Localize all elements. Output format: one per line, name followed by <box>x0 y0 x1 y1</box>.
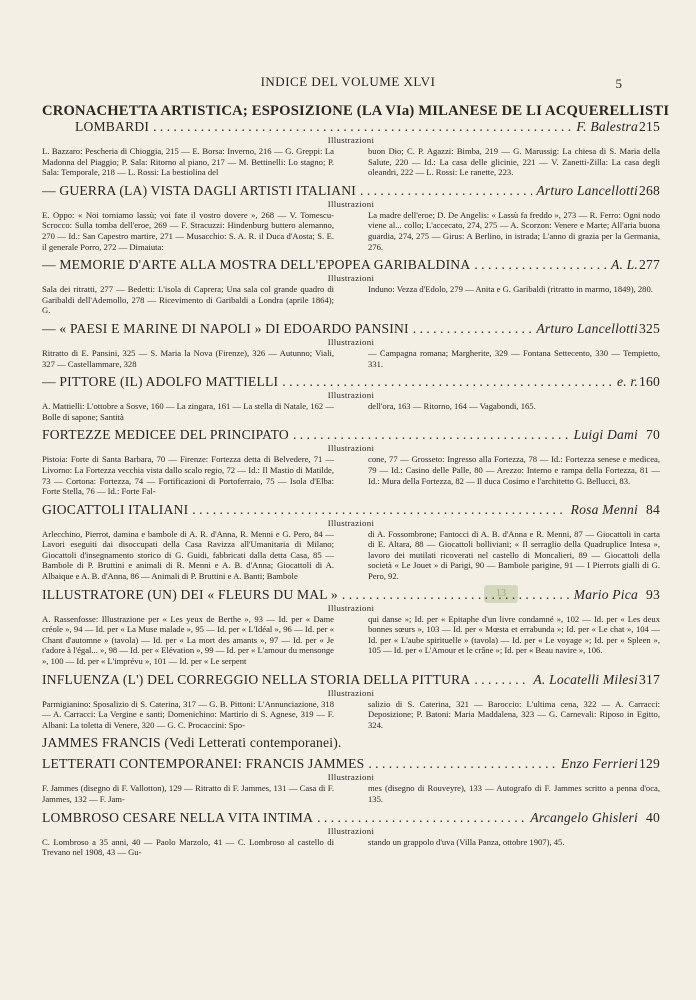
illustrations-column: — Campagna romana; Margherite, 329 — Fontana Settecento, 330 — Tempietto, 331. <box>368 347 660 369</box>
entry-title: LOMBARDI <box>75 119 150 134</box>
illustrations-column: salizio di S. Caterina, 321 — Baroccio: L'ultima cena, 322 — A. Carracci: Deposizione; P. Batoni: Maria Maddalena, 323 — G. Carnevali: Riposo in Egitto, 324. <box>368 698 660 730</box>
entry-author: e. r. <box>616 374 638 390</box>
entry-heading <box>42 374 660 390</box>
illustrations-column: stando un grappolo d'uva (Villa Panza, ottobre 1907), 45. <box>368 836 565 847</box>
illustrations-column: A. Mattielli: L'ottobre a Sosve, 160 — La zingara, 161 — La stella di Natale, 162 — Bolle di sapone; Santità <box>42 401 334 422</box>
entry-page-number: 277 <box>639 257 660 273</box>
library-stamp: 13 <box>484 585 518 603</box>
illustrations-column: C. Lombroso a 35 anni, 40 — Paolo Marzolo, 41 — C. Lombroso al castello di Trevano nel 1908, 43 — Gu- <box>42 836 334 858</box>
illustrations-label: Illustrazioni <box>327 687 375 698</box>
entry-page-number: 129 <box>639 756 660 772</box>
index-entry <box>42 810 660 858</box>
index-entry <box>42 374 660 422</box>
index-entry <box>42 257 660 316</box>
entry-heading <box>42 103 670 119</box>
entry-heading <box>42 427 660 443</box>
illustrations-column: dell'ora, 163 — Ritorno, 164 — Vagabondi, 165. <box>368 401 536 412</box>
entry-page-number: 268 <box>639 182 660 198</box>
illustrations-label: Illustrazioni <box>327 825 375 836</box>
page-number: 5 <box>615 76 622 91</box>
illustrations-label: Illustrazioni <box>327 602 375 613</box>
index-entry <box>42 756 660 804</box>
entry-heading <box>42 321 660 337</box>
entry-heading <box>42 587 660 603</box>
dot-leader <box>342 587 570 603</box>
illustrations-label: Illustrazioni <box>327 336 375 347</box>
illustrations-column: A. Rassenfosse: Illustrazione per « Les yeux de Berthe », 93 — Id. per « Dame créole », 94 — Id. per « La Muse malade », 95 — Id. per « L'Idéal », 96 — Id. per « Chant d'automne » (tavola) — Id. per « La mort des amants », 97 — Id. per « Je t'adore à l'égal... », 98 — Id. per « Elévation », 99 — Id. per « L'amour du mensonge », 100 — Id. per « L'imprévu », 101 — Id. per « Le serpent <box>42 613 334 667</box>
illustrations-list <box>42 454 660 496</box>
illustrations-list <box>42 529 660 582</box>
entry-page-number: 93 <box>646 586 660 602</box>
index-entries <box>42 103 670 858</box>
index-entry <box>42 427 660 496</box>
dot-leader <box>317 810 526 826</box>
dot-leader <box>293 427 570 443</box>
dot-leader <box>474 672 529 688</box>
illustrations-label: Illustrazioni <box>327 390 375 401</box>
entry-title: JAMMES FRANCIS (Vedi Letterati contemporanei). <box>42 735 342 751</box>
index-entry <box>42 735 660 751</box>
entry-title: ILLUSTRATORE (UN) DEI « FLEURS DU MAL » <box>42 586 338 602</box>
index-entry <box>42 502 660 582</box>
illustrations-list <box>42 146 660 178</box>
entry-page-number: 325 <box>639 320 660 336</box>
entry-author: Arcangelo Ghisleri <box>530 809 638 825</box>
illustrations-column: di A. Fossombrone; Fantocci di A. B. d'Anna e R. Menni, 87 — Giocattoli in carta di E. Altara, 88 — Giocattoli bolliviani; « Il serraglio della Quadruplice Intesa », lavoro dei mutilati ricoverati nel castello di Moncalieri, 89 — Giocattoli della società « Le Jouet » di Parigi, 90 — Bambole parigine, 91 — I Pierrots gialli di G. Pero, 92. <box>368 528 660 582</box>
illustrations-list <box>42 284 660 316</box>
entry-heading <box>42 756 660 772</box>
illustrations-column: Arlecchino, Pierrot, damina e bambole di A. R. d'Anna, R. Menni e G. Pero, 84 — Lavori eseguiti dai disoccupati della Casa Ravizza all'Umanitaria di Milano; Giocattoli d'insegnamento storico di G. Guidi, fabbricati dalla detta Casa, 85 — Bambole di P. Bruttini e animali di R. Menni e A. B. d'Anna; Giocattoli di A. Albaique e A. B. d'Anna, 86 — Animali di P. Bruttini e A. Banti; Bambole <box>42 528 334 582</box>
illustrations-column: Parmigianino: Sposalizio di S. Caterina, 317 — G. B. Pittoni: L'Annunciazione, 318 — A. Carracci: La Vergine e santi; Domenichino: Martirio di S. Agnese, 319 — F. Albani: La toletta di Venere, 320 — G. C. Procaccini: Spo- <box>42 698 334 730</box>
illustrations-list <box>42 401 660 422</box>
illustrations-list <box>42 614 660 667</box>
illustrations-column: buon Dio; C. P. Agazzi: Bimba, 219 — G. Marussig: La chiesa di S. Maria della Salute, 220 — Id.: La casa delle glicinie, 221 — V. Zanetti-Zilla: La casa degli oleandri, 222 — L. Rossi: Le ranette, 223. <box>368 146 660 178</box>
illustrations-list <box>42 348 660 369</box>
entry-title: CRONACHETTA ARTISTICA; ESPOSIZIONE (LA VIa) MILANESE DE LI ACQUERELLISTI <box>42 103 670 119</box>
dot-leader <box>153 119 572 135</box>
dot-leader <box>474 257 607 273</box>
illustrations-label: Illustrazioni <box>327 273 375 284</box>
entry-heading <box>42 735 660 751</box>
illustrations-column: qui danse »; Id. per « Epitaphe d'un livre condamné », 102 — Id. per « Les deux bonnes sœurs », 103 — Id. per « Mœsta et errabunda »; Id. per « Le chat », 104 — Id. per « L'aube spirituelle » (tavola) — Id. per « Le voyage »; Id. per « Spleen », 105 — Id. per « L'Amour et le crâne »; Id. per « Beau navire », 106. <box>368 613 660 656</box>
entry-title: LETTERATI CONTEMPORANEI: FRANCIS JAMMES <box>42 756 365 772</box>
running-head: INDICE DEL VOLUME XLVI <box>260 74 436 89</box>
illustrations-label: Illustrazioni <box>327 135 375 145</box>
entry-author: F. Balestra <box>576 119 638 134</box>
entry-page-number: 84 <box>646 501 660 517</box>
entry-page-number: 215 <box>639 119 660 134</box>
illustrations-column: L. Bazzaro: Pescheria di Chioggia, 215 — E. Borsa: Inverno, 216 — G. Greppi: La Madonna del Piaggio; P. Sala: Ritorno al piano, 217 — M. Bettinelli: Lo stagno; P. Sala: Temporale, 218 — L. Rossi: La bestiolina del <box>42 146 334 178</box>
entry-title: — « PAESI E MARINE DI NAPOLI » DI EDOARDO PANSINI <box>42 320 409 336</box>
illustrations-list <box>42 210 660 252</box>
entry-heading <box>42 257 660 273</box>
entry-page-number: 160 <box>639 374 660 390</box>
entry-author: Rosa Menni <box>570 501 638 517</box>
entry-heading <box>42 119 660 135</box>
entry-author: Luigi Dami <box>573 427 638 443</box>
entry-title: INFLUENZA (L') DEL CORREGGIO NELLA STORIA DELLA PITTURA <box>42 671 471 687</box>
illustrations-list <box>42 699 660 731</box>
illustrations-label: Illustrazioni <box>327 517 375 528</box>
entry-author: Arturo Lancellotti <box>536 320 638 336</box>
illustrations-list <box>42 837 660 858</box>
index-entry <box>42 587 660 667</box>
illustrations-column: Pistoia: Forte di Santa Barbara, 70 — Firenze: Fortezza detta di Belvedere, 71 — Livorno: La Fortezza vecchia vista dallo scalo regio, 72 — Id.: Il Mastio di Matilde, 73 — Cortona: Fortezza, 74 — Fortificazioni di Portoferraio, 75 — Isola d'Elba: Forte Stella, 76 — Id.: Forte Fal- <box>42 454 334 497</box>
illustrations-list <box>42 783 660 804</box>
index-entry <box>42 321 660 369</box>
dot-leader <box>360 183 532 199</box>
entry-heading <box>42 183 660 199</box>
entry-author: Mario Pica <box>573 586 638 602</box>
entry-page-number: 40 <box>646 809 660 825</box>
illustrations-column: La madre dell'eroe; D. De Angelis: « Lassù fa freddo », 273 — R. Ferro: Ogni nodo viene al... collo; L'accecato, 274, 275 — A. Scorzon: Venere e Marte; All'aria buona guardia, 274, 275 — Girus: A Berlino, in istrada; L'anno di grazia per la Germania, 276. <box>368 209 660 252</box>
entry-title: — GUERRA (LA) VISTA DAGLI ARTISTI ITALIANI <box>42 182 357 198</box>
entry-title: GIOCATTOLI ITALIANI <box>42 501 189 517</box>
entry-author: A. L. <box>610 257 638 273</box>
entry-title: LOMBROSO CESARE NELLA VITA INTIMA <box>42 809 314 825</box>
dot-leader <box>368 756 557 772</box>
illustrations-column: Ritratto di E. Pansini, 325 — S. Maria la Nova (Firenze), 326 — Autunno; Viali, 327 — Castellammare, 328 <box>42 347 334 369</box>
dot-leader <box>413 321 533 337</box>
entry-heading <box>42 672 660 688</box>
entry-heading <box>42 502 660 518</box>
entry-title: — MEMORIE D'ARTE ALLA MOSTRA DELL'EPOPEA GARIBALDINA <box>42 257 471 273</box>
index-entry <box>42 672 660 731</box>
entry-title: — PITTORE (IL) ADOLFO MATTIELLI <box>42 374 279 390</box>
entry-heading <box>42 810 660 826</box>
illustrations-label: Illustrazioni <box>327 198 375 209</box>
illustrations-column: F. Jammes (disegno di F. Vallotton), 129 — Ritratto di F. Jammes, 131 — Casa di F. Jammes, 132 — F. Jam- <box>42 783 334 804</box>
entry-page-number: 70 <box>646 427 660 443</box>
entry-author: A. Locatelli Milesi <box>533 671 638 687</box>
illustrations-column: cone, 77 — Grosseto: Ingresso alla Fortezza, 78 — Id.: Fortezza senese e medicea, 79 — Id.: Casino delle Palle, 80 — Arezzo: Interno e rampa della Fortezza, 81 — Id.: Mura della Fortezza, 82 — Il duca Cosimo e l'architetto G. Bellucci, 83. <box>368 454 660 486</box>
entry-title: FORTEZZE MEDICEE DEL PRINCIPATO <box>42 427 289 443</box>
dot-leader <box>282 374 613 390</box>
entry-author: Enzo Ferrieri <box>561 756 638 772</box>
dot-leader <box>192 502 566 518</box>
illustrations-label: Illustrazioni <box>327 443 375 454</box>
entry-page-number: 317 <box>639 671 660 687</box>
illustrations-column: Sala dei ritratti, 277 — Bedetti: L'isola di Caprera; Una sala col grande quadro di Garibaldi dell'Ademollo, 278 — Ricevimento di Garibaldi a Londra (aprile 1864); G. <box>42 284 334 316</box>
entry-author: Arturo Lancellotti <box>536 182 638 198</box>
illustrations-column: E. Oppo: « Noi torniamo lassù; voi fate il vostro dovere », 268 — V. Tomescu-Scrocco: Sulla tomba dell'eroe, 269 — F. Stracuzzi: Hindenburg buttero alemanno, 270 — Id.: San Capestro martire, 271 — Musacchio: S. A. R. il Duca d'Aosta; S. E. il generale Porro, 272 — Dimaiuta: <box>42 209 334 252</box>
illustrations-column: Induno: Vezza d'Edolo, 279 — Anita e G. Garibaldi (ritratto in marmo, 1849), 280. <box>368 284 653 295</box>
index-entry <box>42 103 670 178</box>
index-entry <box>42 183 660 252</box>
illustrations-column: mes (disegno di Rouveyre), 133 — Autografo di F. Jammes scritto a penna d'oca, 135. <box>368 783 660 804</box>
illustrations-label: Illustrazioni <box>327 772 375 783</box>
